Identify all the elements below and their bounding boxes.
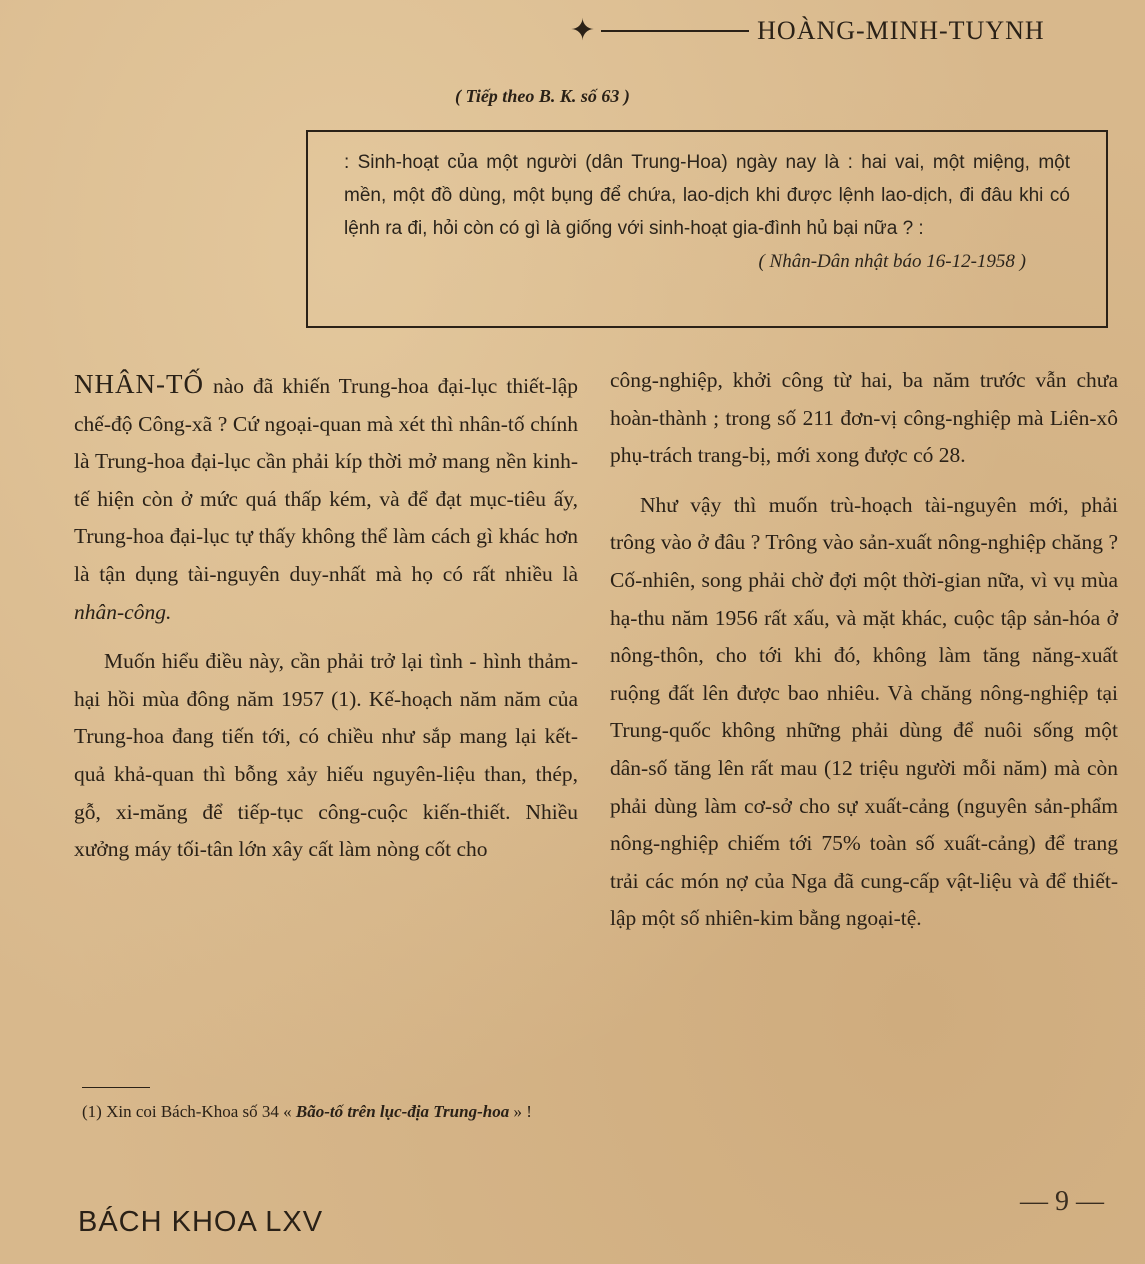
lead-word: NHÂN-TỐ [74,369,204,399]
footnote-prefix: (1) Xin coi Bách-Khoa số 34 « [82,1102,296,1121]
right-column [610,362,1118,950]
author-header [570,14,1130,48]
footnote-title: Bão-tố trên lục-địa Trung-hoa [295,1102,510,1121]
continued-note: ( Tiếp theo B. K. số 63 ) [455,86,630,106]
paragraph [74,366,578,631]
paragraph: Như vậy thì muốn trù-hoạch tài-nguyên mới, phải trông vào ở đâu ? Trông vào sản-xuất nông-nghiệp chăng ? Cố-nhiên, song phải chờ đợi một thời-gian nữa, vì vụ mùa hạ-thu năm 1956 rất xấu, và mặt khác, cuộc tập sản-hóa ở nông-thôn, cho tới khi đó, không làm tăng năng-xuất ruộng đất lên được bao nhiêu. Và chăng nông-nghiệp tại Trung-quốc không những phải dùng để nuôi sống một dân-số tăng lên rất mau (12 triệu người mỗi năm) mà còn phải dùng làm cơ-sở cho sự xuất-cảng (nguyên sản-phẩm nông-nghiệp chiếm tới 75% toàn số xuất-cảng) để trang trải các món nợ của Nga đã cung-cấp vật-liệu và để thiết-lập một số nhiên-kim bằng ngoại-tệ. [610,492,1118,931]
paragraph-text: nào đã khiến Trung-hoa đại-lục thiết-lập chế-độ Công-xã ? Cứ ngoại-quan mà xét thì nhân-tố chính là Trung-hoa đại-lục cần phải kíp thời mở mang nền kinh-tế hiện còn ở mức quá thấp kém, và để đạt mục-tiêu ấy, Trung-hoa đại-lục tự thấy không thể làm cách gì khác hơn là tận dụng tài-nguyên duy-nhất mà họ có rất nhiều là [74,374,578,586]
footnote-suffix: » ! [509,1102,532,1121]
left-column [74,366,578,881]
magazine-footer-title: BÁCH KHOA LXV [78,1206,324,1238]
footnote [82,1097,582,1127]
ornament-icon: ✦ [570,14,596,47]
epigraph-source: ( Nhân-Dân nhật báo 16-12-1958 ) [758,251,1026,272]
epigraph-box [306,130,1108,328]
paragraph: Muốn hiểu điều này, cần phải trở lại tình - hình thảm-hại hồi mùa đông năm 1957 (1). Kế-hoạch năm năm của Trung-hoa đang tiến tới, có chiều như sắp mang lại kết-quả khả-quan thì bỗng xảy hiếu nguyên-liệu than, thép, gỗ, xi-măng để tiếp-tục công-cuộc kiến-thiết. Nhiều xưởng máy tối-tân lớn xây cất làm nòng cốt cho [74,649,578,862]
epigraph-text: : Sinh-hoạt của một người (dân Trung-Hoa) ngày nay là : hai vai, một miệng, một mền, một đồ dùng, một bụng để chứa, lao-dịch khi được lệnh lao-dịch, đi đâu khi có lệnh ra đi, hỏi còn có gì là giống với sinh-hoạt gia-đình hủ bại nữa ? : [344,152,1070,239]
header-rule [601,30,749,32]
paragraph: công-nghiệp, khởi công từ hai, ba năm trước vẫn chưa hoàn-thành ; trong số 211 đơn-vị công-nghiệp mà Liên-xô phụ-trách trang-bị, mới xong được có 28. [610,368,1118,468]
emphasis-text: nhân-công. [74,599,172,624]
page-number: — 9 — [1020,1186,1104,1217]
author-name: HOÀNG-MINH-TUYNH [757,16,1045,45]
footnote-rule [82,1087,150,1088]
